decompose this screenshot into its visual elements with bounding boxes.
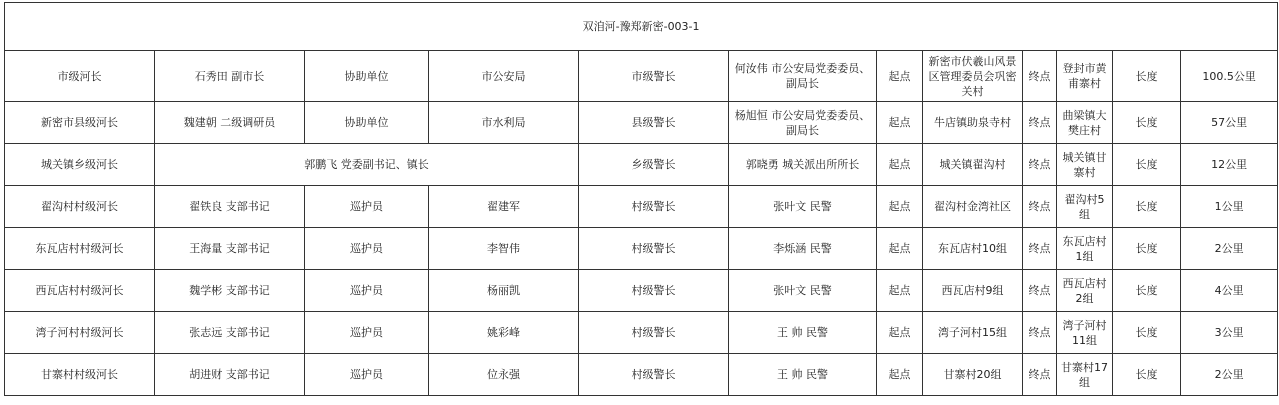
table-row	[5, 51, 1278, 102]
end-label-cell: 终点	[1023, 354, 1057, 396]
river-chief-level-cell: 湾子河村村级河长	[5, 312, 155, 354]
start-point-cell: 新密市伏羲山风景区管理委员会巩密关村	[923, 51, 1023, 102]
police-level-cell: 村级警长	[579, 270, 729, 312]
river-chief-cell: 魏学彬 支部书记	[155, 270, 305, 312]
river-chief-level-cell: 甘寨村村级河长	[5, 354, 155, 396]
river-chief-level-cell: 城关镇乡级河长	[5, 144, 155, 186]
length-value-cell: 1公里	[1181, 186, 1278, 228]
table-row	[5, 102, 1278, 144]
river-chief-level-cell: 西瓦店村村级河长	[5, 270, 155, 312]
assist-unit-cell: 姚彩峰	[429, 312, 579, 354]
start-label-cell: 起点	[877, 102, 923, 144]
length-label-cell: 长度	[1113, 312, 1181, 354]
start-point-cell: 东瓦店村10组	[923, 228, 1023, 270]
end-label-cell: 终点	[1023, 102, 1057, 144]
end-point-cell: 曲梁镇大樊庄村	[1057, 102, 1113, 144]
assist-label-cell: 协助单位	[305, 51, 429, 102]
police-level-cell: 村级警长	[579, 354, 729, 396]
end-label-cell: 终点	[1023, 270, 1057, 312]
end-point-cell: 西瓦店村2组	[1057, 270, 1113, 312]
end-point-cell: 甘寨村17组	[1057, 354, 1113, 396]
assist-unit-cell: 市公安局	[429, 51, 579, 102]
length-value-cell: 100.5公里	[1181, 51, 1278, 102]
police-chief-cell: 杨旭恒 市公安局党委委员、副局长	[729, 102, 877, 144]
police-chief-cell: 王 帅 民警	[729, 354, 877, 396]
river-chief-level-cell: 翟沟村村级河长	[5, 186, 155, 228]
start-point-cell: 牛店镇助泉寺村	[923, 102, 1023, 144]
length-value-cell: 57公里	[1181, 102, 1278, 144]
river-chief-cell: 翟铁良 支部书记	[155, 186, 305, 228]
length-label-cell: 长度	[1113, 144, 1181, 186]
river-chief-cell: 张志远 支部书记	[155, 312, 305, 354]
title-row	[5, 3, 1278, 51]
river-chief-cell: 魏建朝 二级调研员	[155, 102, 305, 144]
table-row	[5, 312, 1278, 354]
start-label-cell: 起点	[877, 354, 923, 396]
river-chief-table	[4, 2, 1278, 396]
assist-label-cell: 巡护员	[305, 270, 429, 312]
start-label-cell: 起点	[877, 51, 923, 102]
assist-label-cell: 巡护员	[305, 186, 429, 228]
police-level-cell: 村级警长	[579, 186, 729, 228]
start-point-cell: 湾子河村15组	[923, 312, 1023, 354]
start-point-cell: 翟沟村金湾社区	[923, 186, 1023, 228]
end-point-cell: 湾子河村11组	[1057, 312, 1113, 354]
length-label-cell: 长度	[1113, 51, 1181, 102]
start-point-cell: 西瓦店村9组	[923, 270, 1023, 312]
end-label-cell: 终点	[1023, 51, 1057, 102]
river-chief-level-cell: 市级河长	[5, 51, 155, 102]
assist-label-cell: 协助单位	[305, 102, 429, 144]
start-label-cell: 起点	[877, 312, 923, 354]
end-point-cell: 登封市黄甫寨村	[1057, 51, 1113, 102]
start-label-cell: 起点	[877, 228, 923, 270]
police-chief-cell: 王 帅 民警	[729, 312, 877, 354]
length-value-cell: 2公里	[1181, 354, 1278, 396]
police-level-cell: 市级警长	[579, 51, 729, 102]
length-label-cell: 长度	[1113, 354, 1181, 396]
length-value-cell: 12公里	[1181, 144, 1278, 186]
assist-unit-cell: 李智伟	[429, 228, 579, 270]
river-chief-level-cell: 东瓦店村村级河长	[5, 228, 155, 270]
start-label-cell: 起点	[877, 270, 923, 312]
length-label-cell: 长度	[1113, 102, 1181, 144]
table-row	[5, 270, 1278, 312]
police-chief-cell: 何汝伟 市公安局党委委员、副局长	[729, 51, 877, 102]
police-chief-cell: 郭晓勇 城关派出所所长	[729, 144, 877, 186]
end-label-cell: 终点	[1023, 144, 1057, 186]
table-row	[5, 354, 1278, 396]
assist-label-cell: 巡护员	[305, 312, 429, 354]
assist-unit-cell: 市水利局	[429, 102, 579, 144]
assist-unit-cell: 位永强	[429, 354, 579, 396]
police-level-cell: 乡级警长	[579, 144, 729, 186]
end-point-cell: 东瓦店村1组	[1057, 228, 1113, 270]
river-chief-table-container	[4, 2, 1277, 396]
table-title: 双洎河-豫郑新密-003-1	[5, 3, 1278, 51]
river-chief-cell: 胡进财 支部书记	[155, 354, 305, 396]
table-row	[5, 186, 1278, 228]
police-level-cell: 村级警长	[579, 228, 729, 270]
police-level-cell: 县级警长	[579, 102, 729, 144]
length-value-cell: 4公里	[1181, 270, 1278, 312]
river-chief-cell: 石秀田 副市长	[155, 51, 305, 102]
length-label-cell: 长度	[1113, 270, 1181, 312]
assist-unit-cell: 杨丽凯	[429, 270, 579, 312]
assist-label-cell: 巡护员	[305, 354, 429, 396]
assist-label-cell: 巡护员	[305, 228, 429, 270]
length-label-cell: 长度	[1113, 186, 1181, 228]
police-chief-cell: 张叶文 民警	[729, 270, 877, 312]
river-chief-cell: 王海量 支部书记	[155, 228, 305, 270]
end-point-cell: 翟沟村5组	[1057, 186, 1113, 228]
start-label-cell: 起点	[877, 186, 923, 228]
police-chief-cell: 张叶文 民警	[729, 186, 877, 228]
table-row	[5, 228, 1278, 270]
table-row	[5, 144, 1278, 186]
start-point-cell: 城关镇翟沟村	[923, 144, 1023, 186]
police-level-cell: 村级警长	[579, 312, 729, 354]
end-point-cell: 城关镇甘寨村	[1057, 144, 1113, 186]
length-value-cell: 2公里	[1181, 228, 1278, 270]
start-point-cell: 甘寨村20组	[923, 354, 1023, 396]
end-label-cell: 终点	[1023, 312, 1057, 354]
end-label-cell: 终点	[1023, 186, 1057, 228]
length-value-cell: 3公里	[1181, 312, 1278, 354]
police-chief-cell: 李烁涵 民警	[729, 228, 877, 270]
length-label-cell: 长度	[1113, 228, 1181, 270]
river-chief-level-cell: 新密市县级河长	[5, 102, 155, 144]
end-label-cell: 终点	[1023, 228, 1057, 270]
assist-unit-cell: 翟建军	[429, 186, 579, 228]
start-label-cell: 起点	[877, 144, 923, 186]
river-chief-cell: 郭鹏飞 党委副书记、镇长	[155, 144, 579, 186]
